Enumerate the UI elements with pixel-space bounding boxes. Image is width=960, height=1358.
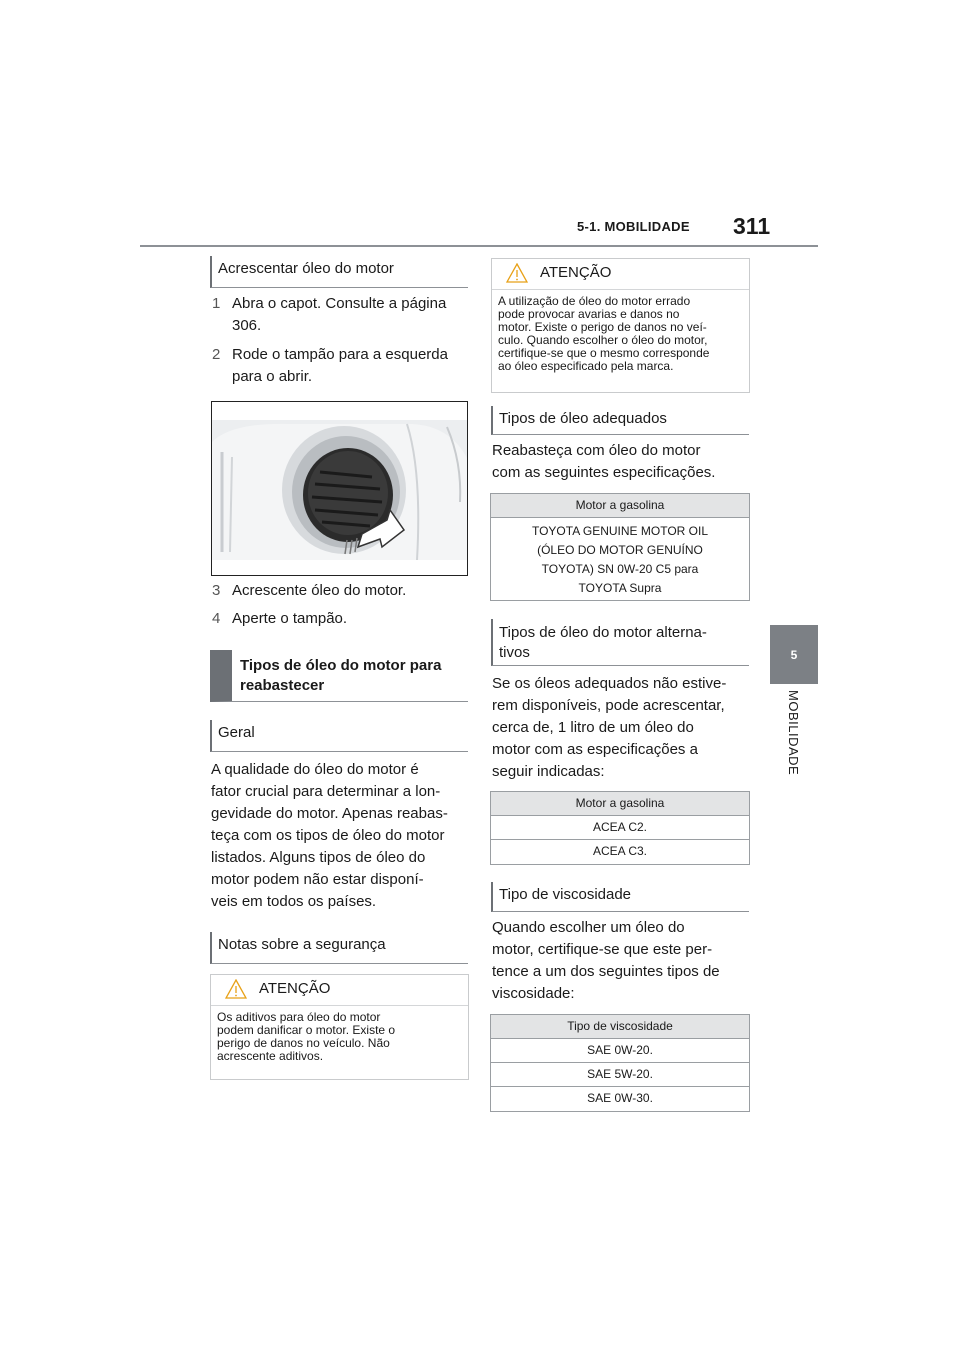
heading-line2: reabastecer bbox=[240, 677, 325, 694]
text-line: acrescente aditivos. bbox=[217, 1049, 324, 1063]
text-line: listados. Alguns tipos de óleo do bbox=[211, 849, 426, 866]
text-line: certifique-se que o mesmo corresponde bbox=[498, 346, 710, 360]
table-header: Motor a gasolina bbox=[491, 494, 749, 518]
table-header: Motor a gasolina bbox=[491, 792, 749, 816]
general-paragraph bbox=[211, 759, 471, 913]
text-line: Se os óleos adequados não estive- bbox=[492, 675, 727, 692]
step-text-line1: Aperte o tampão. bbox=[232, 610, 348, 627]
page-number: 311 bbox=[733, 213, 771, 239]
step-text-line2: 306. bbox=[232, 317, 262, 334]
warning-triangle-icon bbox=[225, 979, 247, 999]
text-line: TOYOTA GENUINE MOTOR OIL bbox=[531, 524, 709, 538]
step-number: 1 bbox=[212, 295, 221, 312]
text-line: com as seguintes especificações. bbox=[492, 464, 716, 481]
text-line: perigo de danos no veículo. Não bbox=[217, 1036, 390, 1050]
heading-suitable-text: Tipos de óleo adequados bbox=[499, 410, 667, 427]
heading-line2: tivos bbox=[499, 644, 530, 661]
step-1 bbox=[212, 293, 468, 341]
viscosity-paragraph bbox=[492, 917, 752, 1005]
text-line: rem disponíveis, pode acrescentar, bbox=[492, 697, 725, 714]
table-row: ACEA C3. bbox=[592, 844, 648, 858]
text-line: motor. Existe o perigo de danos no veí- bbox=[498, 320, 707, 334]
text-line: cerca de, 1 litro de um óleo do bbox=[492, 719, 694, 736]
heading-add-oil-text: Acrescentar óleo do motor bbox=[218, 260, 394, 277]
table-row: SAE 0W-30. bbox=[587, 1091, 653, 1105]
step-text-line2: para o abrir. bbox=[232, 368, 313, 385]
text-line: tence a um dos seguintes tipos de bbox=[492, 963, 720, 980]
text-line: pode provocar avarias e danos no bbox=[498, 307, 680, 321]
text-line: seguir indicadas: bbox=[492, 763, 605, 780]
text-line: A utilização de óleo do motor errado bbox=[498, 294, 691, 308]
step-2 bbox=[212, 344, 468, 392]
warning-header bbox=[492, 259, 749, 290]
text-line: teça com os tipos de óleo do motor bbox=[211, 827, 445, 844]
text-line: (ÓLEO DO MOTOR GENUÍNO bbox=[537, 543, 703, 557]
text-line: TOYOTA Supra bbox=[578, 581, 662, 595]
warning-body bbox=[492, 290, 749, 378]
text-line: fator crucial para determinar a lon- bbox=[211, 783, 441, 800]
heading-safety bbox=[210, 932, 468, 964]
warning-title: ATENÇÃO bbox=[540, 264, 612, 281]
step-text-line1: Rode o tampão para a esquerda bbox=[232, 346, 448, 363]
chapter-tab bbox=[770, 625, 818, 684]
table-row: SAE 0W-20. bbox=[491, 1039, 749, 1063]
heading-alt-oils bbox=[491, 619, 749, 666]
text-line: A qualidade do óleo do motor é bbox=[211, 761, 419, 778]
heading-safety-text: Notas sobre a segurança bbox=[218, 936, 386, 953]
step-number: 3 bbox=[212, 582, 221, 599]
table-gasoline-acea bbox=[490, 791, 750, 865]
table-header: Tipo de viscosidade bbox=[491, 1015, 749, 1039]
header-divider bbox=[140, 245, 818, 247]
table-gasoline-spec bbox=[490, 493, 750, 601]
warning-box-additives bbox=[210, 974, 469, 1080]
warning-triangle-icon bbox=[506, 263, 528, 283]
text-line: motor com as especificações a bbox=[492, 741, 698, 758]
heading-line1: Tipos de óleo do motor para bbox=[240, 657, 442, 674]
step-number: 2 bbox=[212, 346, 221, 363]
step-number: 4 bbox=[212, 610, 221, 627]
text-line: Os aditivos para óleo do motor bbox=[217, 1010, 381, 1024]
warning-title: ATENÇÃO bbox=[259, 980, 331, 997]
heading-viscosity-text: Tipo de viscosidade bbox=[499, 886, 632, 903]
section-title: 5-1. MOBILIDADE bbox=[577, 219, 690, 234]
text-line: TOYOTA) SN 0W-20 C5 para bbox=[541, 562, 699, 576]
table-viscosity bbox=[490, 1014, 750, 1112]
warning-header bbox=[211, 975, 468, 1006]
text-line: viscosidade: bbox=[492, 985, 575, 1002]
heading-line1: Tipos de óleo do motor alterna- bbox=[499, 624, 707, 641]
suitable-paragraph bbox=[492, 440, 750, 484]
heading-general-text: Geral bbox=[218, 724, 255, 741]
heading-oil-types bbox=[210, 650, 468, 702]
step-3 bbox=[212, 580, 468, 602]
heading-viscosity bbox=[491, 882, 749, 912]
text-line: gevidade do motor. Apenas reabas- bbox=[211, 805, 448, 822]
chapter-label: MOBILIDADE bbox=[786, 690, 801, 776]
heading-add-oil bbox=[210, 256, 468, 288]
table-row: ACEA C2. bbox=[491, 816, 749, 840]
text-line: podem danificar o motor. Existe o bbox=[217, 1023, 396, 1037]
oil-cap-illustration bbox=[211, 401, 468, 576]
text-line: veis em todos os países. bbox=[211, 893, 377, 910]
warning-body bbox=[211, 1006, 468, 1068]
oil-cap-drawing bbox=[212, 402, 468, 576]
text-line: motor podem não estar disponí- bbox=[211, 871, 424, 888]
alt-paragraph bbox=[492, 673, 752, 783]
warning-box-wrong-oil bbox=[491, 258, 750, 393]
heading-general bbox=[210, 720, 468, 752]
step-text-line1: Acrescente óleo do motor. bbox=[232, 582, 407, 599]
heading-suitable-oils bbox=[491, 406, 749, 435]
chapter-number: 5 bbox=[790, 647, 798, 662]
text-line: Reabasteça com óleo do motor bbox=[492, 442, 701, 459]
table-cell bbox=[491, 518, 749, 604]
text-line: ao óleo especificado pela marca. bbox=[498, 359, 674, 373]
text-line: Quando escolher um óleo do bbox=[492, 919, 685, 936]
step-text-line1: Abra o capot. Consulte a página bbox=[232, 295, 447, 312]
text-line: culo. Quando escolher o óleo do motor, bbox=[498, 333, 708, 347]
text-line: motor, certifique-se que este per- bbox=[492, 941, 713, 958]
table-row: SAE 5W-20. bbox=[491, 1063, 749, 1087]
step-4 bbox=[212, 608, 468, 630]
